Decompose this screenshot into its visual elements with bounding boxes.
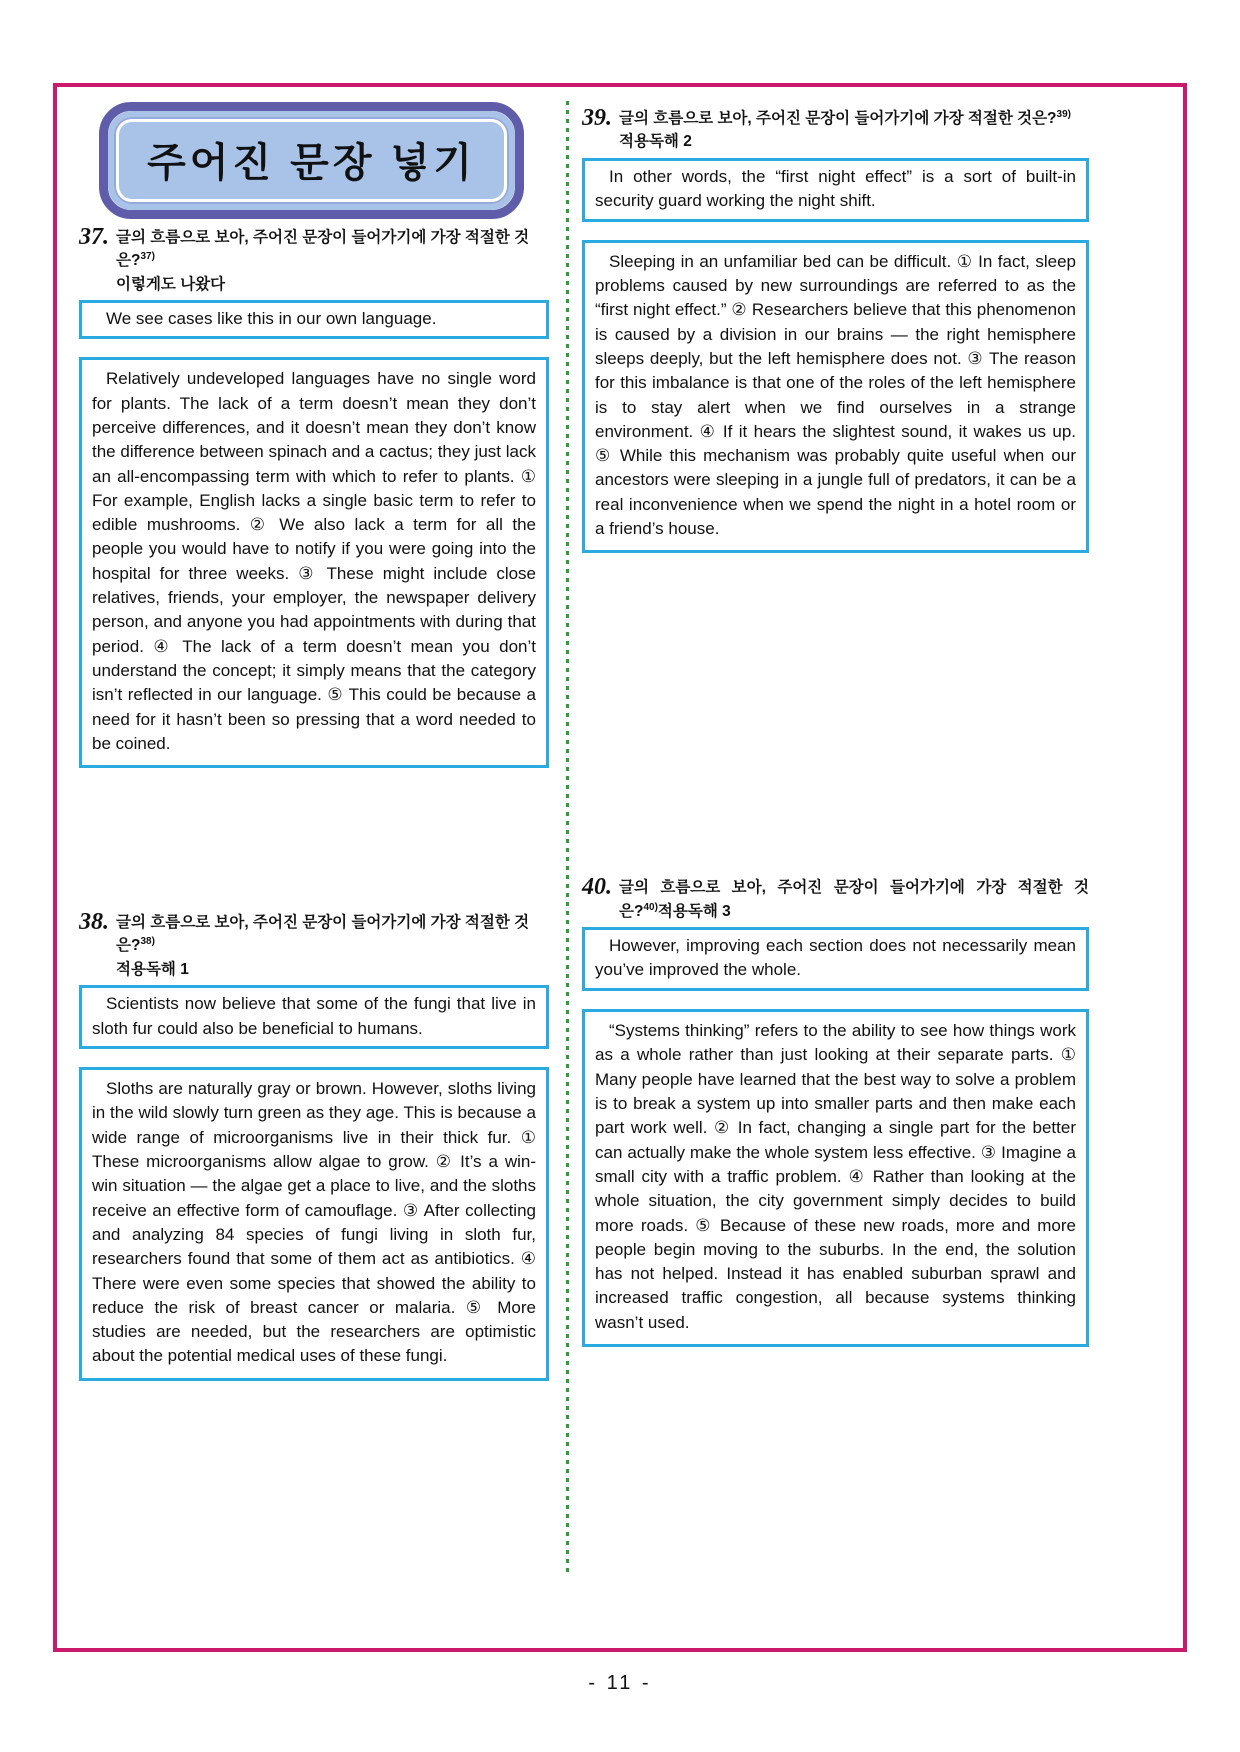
question-prompt-line2 — [619, 130, 1089, 153]
question-prompt-line1 — [619, 876, 1089, 899]
unit-title-box — [99, 102, 524, 219]
passage-text: Sloths are naturally gray or brown. However, sloths living in the wild slowly turn green as they age. This is because a wide range of microorganisms live in their thick fur. ① These microorganisms allow algae to grow. ② It’s a win-win situation — the algae get a place to live, and the sloths receive an effective form of camouflage. ③ After collecting and analyzing 84 species of fungi living in sloth fur, researchers found that some of them act as antibiotics. ④ There were even some species that showed the ability to reduce the risk of breast cancer or malaria. ⑤ More studies are needed, but the researchers are optimistic about the potential medical uses of these fungi. — [92, 1079, 536, 1366]
question-prompt — [619, 107, 1089, 154]
passage-box — [582, 240, 1089, 554]
page-border — [53, 83, 1187, 1652]
footnote-superscript: 37) — [140, 251, 155, 263]
question-prompt-line2 — [619, 900, 1089, 923]
given-sentence-box — [79, 985, 549, 1049]
unit-title-border-inner — [114, 117, 509, 204]
given-sentence-box — [582, 158, 1089, 222]
question-prompt — [619, 876, 1089, 923]
prompt-text: 글의 흐름으로 보아, 주어진 문장이 들어가기에 가장 적절한 것은? — [116, 229, 530, 270]
given-sentence-box — [582, 927, 1089, 991]
question-37-header — [79, 226, 549, 296]
right-column — [582, 107, 1089, 1347]
passage-text: “Systems thinking” refers to the ability to see how things work as a whole rather than just looking at their separate parts. ① Many people have learned that the best way to solve a problem is to break a system up into smaller parts and then make each part work well. ② In fact, changing a single part for the better can actually make the whole system less effective. ③ Imagine a small city with a traffic problem. ④ Rather than looking at the whole situation, the city government simply decides to build more roads. ⑤ Because of these new roads, more and more people begin moving to the suburbs. In the end, the solution has not helped. Instead it has enabled suburban sprawl and increased traffic congestion, all because systems thinking wasn’t used. — [595, 1021, 1076, 1332]
given-sentence: We see cases like this in our own language. — [106, 308, 437, 328]
question-prompt-line1 — [116, 226, 549, 273]
question-number: 39. — [582, 105, 612, 131]
given-sentence: In other words, the “first night effect” is a sort of built-in security guard working the night shift. — [595, 166, 1076, 211]
prompt-subtext: 이렇게도 나왔다 — [116, 275, 226, 293]
question-prompt-line1 — [116, 911, 549, 958]
left-column — [79, 226, 549, 1381]
passage-box — [79, 1067, 549, 1381]
question-39 — [582, 107, 1089, 553]
prompt-subtext: 적용독해 1 — [116, 960, 189, 978]
passage-text: Relatively undeveloped languages have no single word for plants. The lack of a term doesn’t mean they don’t perceive differences, and it doesn’t mean they don’t know the difference between spinach and a cactus; they just lack an all-encompassing term with which to refer to plants. ① For example, English lacks a single basic term to refer to edible mushrooms. ② We also lack a term for all the people you would have to notify if you were going into the hospital for three weeks. ③ These might include close relatives, friends, your employer, the newspaper delivery person, and anyone you had appointments with during that period. ④ The lack of a term doesn’t mean you don’t understand the concept; it simply means that the category isn’t reflected in our language. ⑤ This could be because a need for it hasn’t been so pressing that a word needed to be coined. — [92, 369, 536, 753]
question-39-header — [582, 107, 1089, 154]
page-number: - 11 - — [588, 1672, 652, 1694]
prompt-subtext: 적용독해 3 — [657, 902, 731, 920]
question-prompt-line2 — [116, 958, 549, 981]
given-sentence-box — [79, 300, 549, 340]
question-40-header — [582, 876, 1089, 923]
given-sentence: Scientists now believe that some of the fungi that live in sloth fur could also be beneficial to humans. — [92, 993, 536, 1038]
question-number: 40. — [582, 874, 612, 901]
question-prompt-line1 — [619, 107, 1089, 130]
footnote-superscript: 38) — [140, 936, 155, 948]
question-prompt — [116, 226, 549, 296]
question-37 — [79, 226, 549, 768]
question-number: 37. — [79, 224, 109, 250]
prompt-text: 은? — [619, 902, 644, 920]
prompt-text: 글의 흐름으로 보아, 주어진 문장이 들어가기에 가장 적절한 것은? — [116, 914, 530, 955]
footnote-superscript: 39) — [1056, 108, 1071, 120]
prompt-text: 글의 흐름으로 보아, 주어진 문장이 들어가기에 가장 적절한 것 — [619, 879, 1089, 897]
question-38 — [79, 911, 549, 1381]
passage-box — [582, 1009, 1089, 1347]
prompt-subtext: 적용독해 2 — [619, 133, 692, 151]
prompt-text: 글의 흐름으로 보아, 주어진 문장이 들어가기에 가장 적절한 것은? — [619, 110, 1057, 127]
passage-box — [79, 357, 549, 768]
footnote-superscript: 40) — [643, 901, 658, 913]
question-38-header — [79, 911, 549, 981]
question-40 — [582, 876, 1089, 1347]
question-prompt — [116, 911, 549, 981]
column-divider — [566, 101, 569, 1573]
given-sentence: However, improving each section does not necessarily mean you’ve improved the whole. — [595, 935, 1076, 980]
question-number: 38. — [79, 909, 109, 936]
unit-title: 주어진 문장 넣기 — [119, 122, 504, 199]
unit-title-border-mid — [108, 111, 515, 210]
question-prompt-line2 — [116, 273, 549, 296]
passage-text: Sleeping in an unfamiliar bed can be difficult. ① In fact, sleep problems caused by new surroundings are referred to as the “first night effect.” ② Researchers believe that this phenomenon is caused by a division in our brains — the right hemisphere sleeps deeply, but the left hemisphere does not. ③ The reason for this imbalance is that one of the roles of the left hemisphere is to stay alert when we find ourselves in a strange environment. ④ If it hears the slightest sound, it wakes us up. ⑤ While this mechanism was probably quite useful when our ancestors were sleeping in a jungle full of predators, it can be a real inconvenience when we spend the night in a hotel room or a friend’s house. — [595, 251, 1076, 539]
